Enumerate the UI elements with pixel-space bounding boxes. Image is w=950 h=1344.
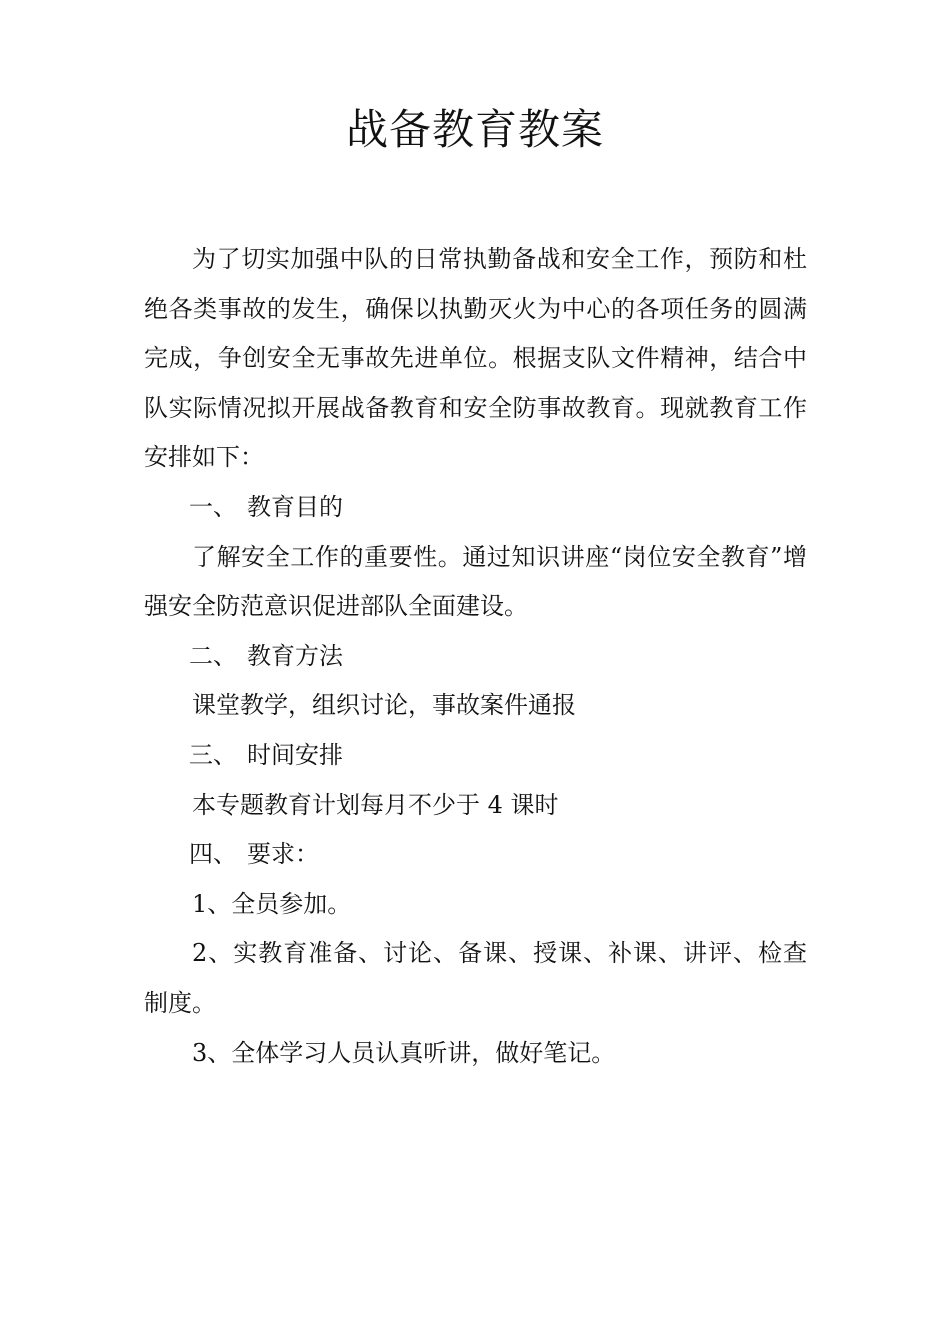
section-2-heading (144, 632, 807, 682)
requirement-item-2: 2、实教育准备、讨论、备课、授课、补课、讲评、检查制度。 (144, 939, 807, 1017)
section-4-title: 要求： (247, 840, 319, 869)
section-3-heading (144, 731, 807, 781)
section-2-number: 二、 (189, 641, 237, 670)
section-1-title: 教育目的 (247, 492, 343, 521)
section-2-body: 课堂教学，组织讨论，事故案件通报 (192, 691, 576, 720)
section-1-heading (144, 483, 807, 533)
intro-paragraph: 为了切实加强中队的日常执勤备战和安全工作，预防和杜绝各类事故的发生，确保以执勤灭火为中心的各项任务的圆满完成，争创安全无事故先进单位。根据支队文件精神，结合中队实际情况拟开展战备教育和安全防事故教育。现就教育工作安排如下： (144, 245, 807, 472)
section-1-body: 了解安全工作的重要性。通过知识讲座“岗位安全教育”增强安全防范意识促进部队全面建设。 (144, 542, 807, 621)
document-title: 战备教育教案 (345, 105, 604, 154)
requirement-item-1: 1、全员参加。 (192, 889, 352, 918)
document-body (144, 235, 807, 1078)
section-4-heading (144, 830, 807, 880)
section-2-title: 教育方法 (247, 641, 343, 670)
section-4-number: 四、 (189, 840, 237, 869)
section-1-number: 一、 (189, 492, 237, 521)
section-3-title: 时间安排 (247, 740, 343, 769)
requirement-item-3: 3、全体学习人员认真听讲，做好笔记。 (192, 1038, 616, 1067)
section-3-number: 三、 (189, 740, 237, 769)
section-3-body: 本专题教育计划每月不少于 4 课时 (192, 790, 559, 819)
